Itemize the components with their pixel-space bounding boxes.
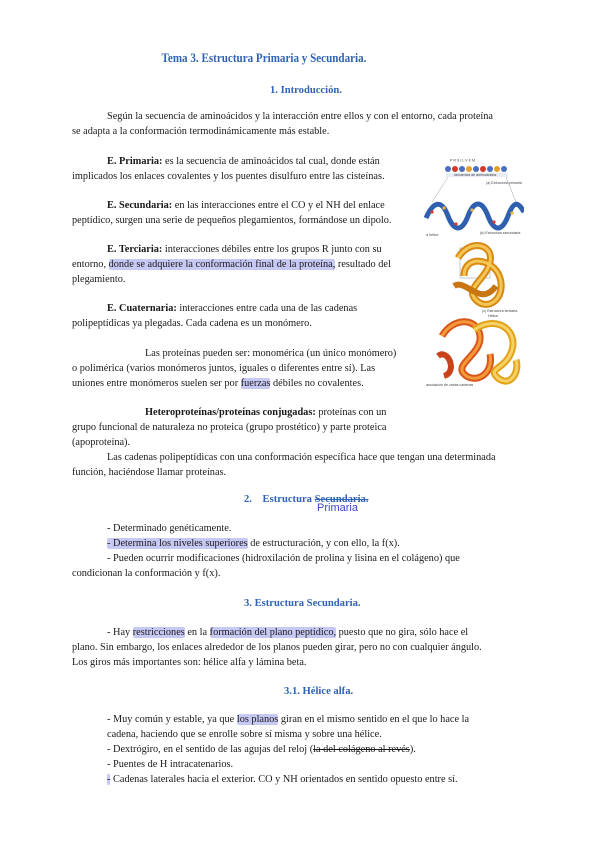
sequence-caption: secuencia de aminoácidos [454, 173, 497, 178]
label-primary: (a) Estructura primaria [486, 181, 522, 185]
cuaternaria-line-2: polipeptídicas ya plegadas. Cada cadena es un monómero. [72, 318, 312, 329]
cadenas-line-2: función, haciéndose llamar proteínas. [72, 467, 227, 478]
sec31-bullet-1-line-1 [107, 713, 469, 728]
terciaria-text-b: resultado del [335, 259, 391, 270]
monomero-text-a: uniones entre monómeros suelen ser por [72, 378, 241, 389]
monomero-text-b: débiles no covalentes. [270, 378, 364, 389]
highlight-fuerzas: fuerzas [240, 378, 271, 389]
monomero-line-1: Las proteínas pueden ser: monomérica (un único monómero) [145, 348, 397, 359]
amino-acid-beads [445, 166, 507, 172]
label-helix: α hélice [426, 233, 439, 237]
monomero-line-2: o polimérica (varios monómeros juntos, iguales o diferentes entre sí). Las [72, 363, 376, 374]
sec3-line-3: Los giros más importantes son: hélice alfa y lámina beta. [72, 657, 307, 668]
secundaria-text: en las interacciones entre el CO y el NH del enlace [172, 200, 385, 211]
sec2-bullet-3-line-2: condicionan la conformación y f(x). [72, 568, 221, 579]
sec3-text-c: puesto que no gira, sólo hace el [336, 627, 469, 638]
sec31-b2-text-a: - Dextrógiro, en el sentido de las agujas del reloj ( [107, 744, 314, 755]
highlight-dash: - [107, 774, 111, 785]
section-2-struck-word: Secundaria. [314, 494, 369, 505]
sec31-b2-text-b: ). [409, 744, 416, 755]
handwritten-annotation-primaria: Primaria [317, 502, 358, 514]
sec31-bullet-3: - Puentes de H intracatenarios. [107, 759, 234, 770]
highlight-los-planos: los planos [236, 714, 279, 725]
cuaternaria-line-1 [107, 302, 357, 317]
protein-structure-figure [424, 158, 524, 388]
terciaria-line-1 [107, 243, 382, 258]
sec31-bullet-1-line-2: cadena, haciendo que se enrolle sobre sí misma y sobre una hélice. [107, 729, 382, 740]
hetero-line-2: grupo funcional de naturaleza no proteica (grupo prostético) y parte proteica [72, 422, 387, 433]
sec2-bullet-2 [107, 537, 400, 552]
sec2-bullet-1: - Determinado genéticamente. [107, 523, 232, 534]
section-2-word: Estructura [262, 494, 315, 505]
highlight-niveles-superiores: - Determina los niveles superiores [107, 538, 248, 549]
terciaria-text-a: entorno, [72, 259, 109, 270]
primaria-term: E. Primaria: [107, 156, 163, 167]
hetero-text: proteínas con un [315, 407, 387, 418]
primaria-line-2: implicados los enlaces covalentes y los puentes disulfuro entre las cisteínas. [72, 171, 385, 182]
page-title: Tema 3. Estructura Primaria y Secundaria. [161, 51, 367, 65]
highlight-conformacion-final: donde se adquiere la conformación final de la proteína, [108, 259, 336, 270]
secundaria-term: E. Secundaria: [107, 200, 173, 211]
sec2-bullet-3-line-1: - Pueden ocurrir modificaciones (hidroxilación de prolina y lisina en el colágeno) que [107, 553, 460, 564]
sec3-text-a: - Hay [107, 627, 133, 638]
section-3-1-heading: 3.1. Hélice alfa. [284, 686, 354, 697]
terciaria-term: E. Terciaria: [107, 244, 163, 255]
sec3-text-b: en la [184, 627, 210, 638]
sec2-bullet-2-text: de estructuración, y con ello, la f(x). [247, 538, 400, 549]
primaria-text: es la secuencia de aminoácidos tal cual, donde están [162, 156, 380, 167]
sec31-text-b: giran en el mismo sentido en el que lo hace la [278, 714, 470, 725]
terciaria-line-2 [72, 258, 391, 273]
sec3-line-2: plano. Sin embargo, los enlaces alrededor de los planos pueden girar, pero no con cualquier ángulo. [72, 642, 482, 653]
section-3-heading: 3. Estructura Secundaria. [244, 598, 361, 609]
secundaria-line-1 [107, 199, 385, 214]
sec31-bullet-2 [107, 743, 416, 758]
terciaria-line-3: plegamiento. [72, 274, 126, 285]
terciaria-text: interacciones débiles entre los grupos R junto con su [162, 244, 382, 255]
sec31-bullet-4 [107, 773, 458, 788]
highlight-restricciones: restricciones [132, 627, 185, 638]
sequence-letters: P R S I L V K M [450, 158, 475, 163]
hetero-term: Heteroproteínas/proteínas conjugadas: [145, 407, 316, 418]
label-secondary: (b) Estructura secundaria [480, 231, 521, 235]
protein-structure-illustration [424, 158, 524, 388]
label-tertiary: (c) Estructura terciaria [482, 309, 518, 313]
sec31-b2-struck: la del colágeno al revés [313, 744, 410, 755]
cadenas-line-1: Las cadenas polipeptídicas con una conformación específica hace que tengan una determinada [107, 452, 496, 463]
sec3-line-1 [107, 626, 468, 641]
hetero-line-3: (apoproteína). [72, 437, 131, 448]
sec31-text-a: - Muy común y estable, ya que [107, 714, 237, 725]
section-2-number: 2. [244, 494, 252, 505]
cuaternaria-text: interacciones entre cada una de las cadenas [176, 303, 358, 314]
cuaternaria-term: E. Cuaternaria: [107, 303, 177, 314]
hetero-line-1 [145, 406, 386, 421]
monomero-line-3 [72, 377, 364, 392]
label-tertiary-2: Hélice [488, 314, 498, 318]
secundaria-line-2: peptídico, surgen una serie de pequeños plegamientos, formándose un dipolo. [72, 215, 392, 226]
intro-line-1: Según la secuencia de aminoácidos y la interacción entre ellos y con el entorno, cada proteína [107, 111, 493, 122]
section-1-heading: 1. Introducción. [270, 85, 342, 96]
highlight-plano-peptidico: formación del plano peptídico, [209, 627, 337, 638]
primaria-line-1 [107, 155, 380, 170]
sec31-b4-text: Cadenas laterales hacia el exterior. CO y NH orientados en sentido opuesto entre sí. [110, 774, 458, 785]
label-quaternary: asociación de varias cadenas [426, 383, 474, 387]
intro-line-2: se adapta a la conformación termodinámicamente más estable. [72, 126, 330, 137]
